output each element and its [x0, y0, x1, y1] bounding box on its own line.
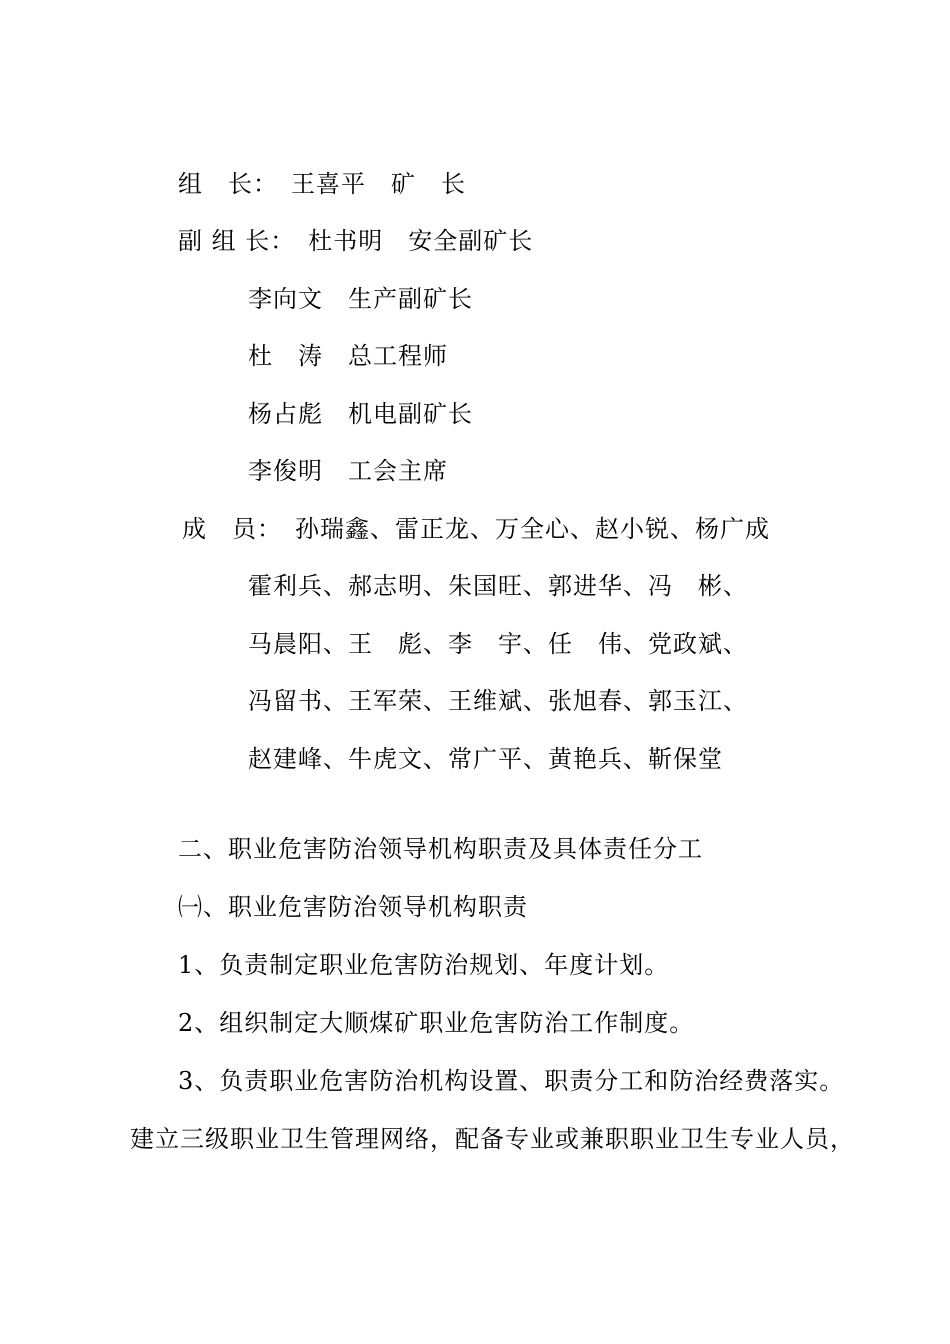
members-line: 霍利兵、郝志明、朱国旺、郭进华、冯 彬、 — [248, 572, 748, 600]
deputy-line: 李向文 生产副矿长 — [248, 285, 473, 313]
deputy-line: 副 组 长： 杜书明 安全副矿长 — [178, 227, 534, 255]
list-item: 2、组织制定大顺煤矿职业危害防治工作制度。 — [178, 1009, 695, 1037]
members-line: 赵建峰、牛虎文、常广平、黄艳兵、靳保堂 — [248, 745, 723, 773]
members-line: 冯留书、王军荣、王维斌、张旭春、郭玉江、 — [248, 687, 748, 715]
members-line: 马晨阳、王 彪、李 宇、任 伟、党政斌、 — [248, 630, 748, 658]
deputy-line: 杜 涛 总工程师 — [248, 342, 448, 370]
sub-heading: ㈠、职业危害防治领导机构职责 — [178, 893, 528, 921]
deputy-line: 李俊明 工会主席 — [248, 457, 448, 485]
list-item-continuation: 建立三级职业卫生管理网络，配备专业或兼职职业卫生专业人员， — [130, 1125, 855, 1153]
deputy-line: 杨占彪 机电副矿长 — [248, 400, 473, 428]
list-item: 3、负责职业危害防治机构设置、职责分工和防治经费落实。 — [178, 1067, 845, 1095]
section-heading: 二、职业危害防治领导机构职责及具体责任分工 — [178, 835, 703, 863]
members-line: 成 员： 孙瑞鑫、雷正龙、万全心、赵小锐、杨广成 — [182, 515, 770, 543]
list-item: 1、负责制定职业危害防治规划、年度计划。 — [178, 951, 670, 979]
leader-line: 组 长： 王喜平 矿 长 — [178, 170, 466, 198]
